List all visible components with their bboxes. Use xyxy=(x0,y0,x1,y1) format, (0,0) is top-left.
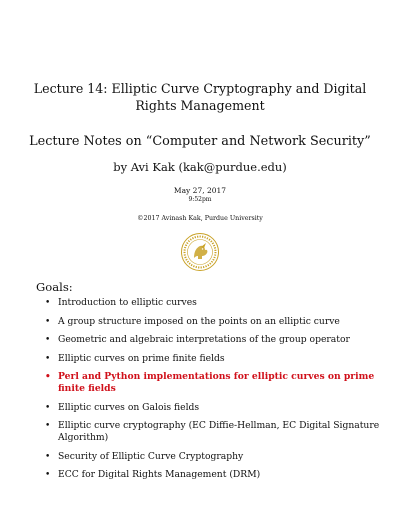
goal-item xyxy=(40,353,380,365)
goal-item xyxy=(40,469,380,481)
goal-text: Perl and Python implementations for elliptic curves on prime finite fields xyxy=(58,371,375,394)
bullet-icon: • xyxy=(45,421,51,431)
goal-text: ECC for Digital Rights Management (DRM) xyxy=(58,469,261,480)
lecture-title-line-1: Lecture 14: Elliptic Curve Cryptography and Digital xyxy=(33,81,367,96)
bullet-icon: • xyxy=(45,316,51,327)
goal-text: A group structure imposed on the points on an elliptic curve xyxy=(58,315,340,327)
bullet-icon: • xyxy=(45,298,51,308)
goal-item-highlighted xyxy=(40,371,380,395)
goal-text: Introduction to elliptic curves xyxy=(58,297,197,308)
goal-item xyxy=(40,297,380,309)
goal-text: Geometric and algebraic interpretations of the group operator xyxy=(58,334,350,345)
bullet-icon: • xyxy=(45,470,51,480)
date-line: May 27, 2017 xyxy=(173,186,227,195)
lecture-notes-subtitle: Lecture Notes on “Computer and Network Security” xyxy=(29,134,371,149)
goal-item xyxy=(40,334,380,346)
lecture-title xyxy=(30,80,370,114)
bullet-icon: • xyxy=(45,353,51,364)
goal-item xyxy=(40,420,380,444)
goal-text: Security of Elliptic Curve Cryptography xyxy=(58,450,244,462)
goal-text: Elliptic curves on prime finite fields xyxy=(58,352,225,364)
goal-item xyxy=(40,402,380,414)
goal-item xyxy=(40,451,380,463)
author-line: by Avi Kak (kak@purdue.edu) xyxy=(113,160,287,174)
purdue-seal-icon xyxy=(180,232,220,272)
copyright-line: ©2017 Avinash Kak, Purdue University xyxy=(137,215,263,222)
time-line: 9:52pm xyxy=(188,196,212,203)
bullet-icon: • xyxy=(45,451,51,462)
goal-text: Elliptic curve cryptography (EC Diffie-Hellman, EC Digital Signature Algorithm) xyxy=(58,420,380,443)
bullet-icon: • xyxy=(45,372,51,382)
goal-text: Elliptic curves on Galois fields xyxy=(58,401,200,413)
bullet-icon: • xyxy=(45,402,51,413)
bullet-icon: • xyxy=(45,335,51,345)
goals-heading: Goals: xyxy=(36,280,73,294)
lecture-title-line-2: Rights Management xyxy=(135,98,265,113)
goals-list xyxy=(40,297,380,488)
goal-item xyxy=(40,316,380,328)
